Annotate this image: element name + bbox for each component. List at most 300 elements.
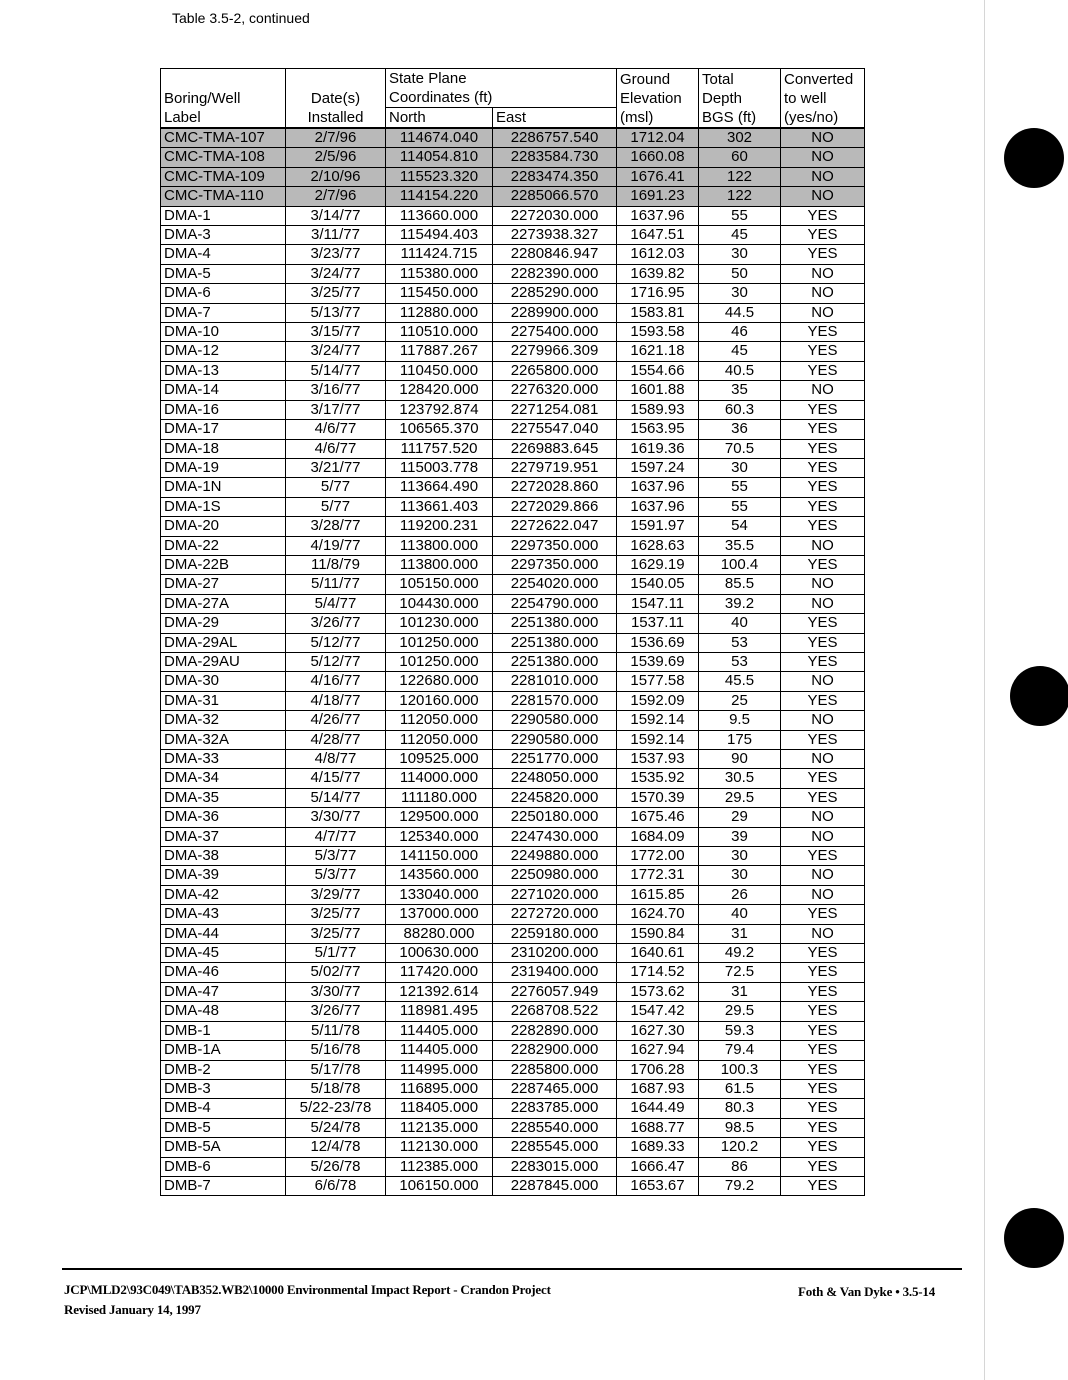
cell-north: 115003.778 (386, 458, 493, 477)
header-east: East (493, 108, 617, 129)
cell-east: 2282900.000 (493, 1041, 617, 1060)
table-row (161, 1118, 865, 1137)
table-row (161, 1041, 865, 1060)
cell-date: 3/16/77 (286, 381, 386, 400)
cell-east: 2290580.000 (493, 730, 617, 749)
cell-label: DMA-14 (161, 381, 286, 400)
cell-label: CMC-TMA-107 (161, 128, 286, 148)
cell-depth: 79.4 (699, 1041, 781, 1060)
cell-label: DMA-22 (161, 536, 286, 555)
binder-hole-middle (1010, 666, 1068, 726)
cell-elevation: 1601.88 (617, 381, 699, 400)
cell-depth: 70.5 (699, 439, 781, 458)
cell-converted: YES (781, 555, 865, 574)
cell-label: DMA-20 (161, 517, 286, 536)
cell-elevation: 1537.93 (617, 750, 699, 769)
cell-east: 2276320.000 (493, 381, 617, 400)
table-row (161, 730, 865, 749)
table-row (161, 614, 865, 633)
cell-label: DMA-34 (161, 769, 286, 788)
cell-north: 133040.000 (386, 885, 493, 904)
cell-label: DMA-27A (161, 594, 286, 613)
cell-label: DMA-29 (161, 614, 286, 633)
cell-north: 114995.000 (386, 1060, 493, 1079)
table-row (161, 594, 865, 613)
cell-date: 5/26/78 (286, 1157, 386, 1176)
cell-elevation: 1691.23 (617, 187, 699, 206)
cell-elevation: 1716.95 (617, 284, 699, 303)
cell-elevation: 1573.62 (617, 982, 699, 1001)
cell-date: 3/30/77 (286, 982, 386, 1001)
cell-converted: YES (781, 323, 865, 342)
cell-converted: YES (781, 769, 865, 788)
table-row (161, 458, 865, 477)
cell-date: 5/1/77 (286, 944, 386, 963)
cell-converted: NO (781, 575, 865, 594)
cell-date: 4/8/77 (286, 750, 386, 769)
cell-converted: NO (781, 808, 865, 827)
cell-east: 2285545.000 (493, 1138, 617, 1157)
cell-date: 3/21/77 (286, 458, 386, 477)
cell-elevation: 1590.84 (617, 924, 699, 943)
table-row (161, 226, 865, 245)
cell-elevation: 1628.63 (617, 536, 699, 555)
cell-elevation: 1644.49 (617, 1099, 699, 1118)
cell-elevation: 1540.05 (617, 575, 699, 594)
cell-north: 113661.403 (386, 497, 493, 516)
cell-label: DMB-6 (161, 1157, 286, 1176)
cell-east: 2271254.081 (493, 400, 617, 419)
cell-north: 122680.000 (386, 672, 493, 691)
cell-depth: 175 (699, 730, 781, 749)
cell-date: 5/77 (286, 478, 386, 497)
cell-label: DMB-7 (161, 1176, 286, 1195)
table-row (161, 827, 865, 846)
table-row (161, 420, 865, 439)
cell-label: DMA-12 (161, 342, 286, 361)
cell-depth: 80.3 (699, 1099, 781, 1118)
cell-date: 2/7/96 (286, 128, 386, 148)
cell-date: 3/14/77 (286, 206, 386, 225)
cell-elevation: 1688.77 (617, 1118, 699, 1137)
cell-east: 2283015.000 (493, 1157, 617, 1176)
cell-north: 113664.490 (386, 478, 493, 497)
cell-label: DMA-33 (161, 750, 286, 769)
cell-converted: YES (781, 1099, 865, 1118)
cell-north: 125340.000 (386, 827, 493, 846)
cell-converted: YES (781, 361, 865, 380)
cell-depth: 46 (699, 323, 781, 342)
cell-converted: YES (781, 788, 865, 807)
cell-converted: NO (781, 827, 865, 846)
cell-east: 2282890.000 (493, 1021, 617, 1040)
cell-north: 101250.000 (386, 652, 493, 671)
cell-date: 4/16/77 (286, 672, 386, 691)
footer-path: JCP\MLD2\93C049\TAB352.WB2\10000 (64, 1282, 284, 1297)
cell-depth: 90 (699, 750, 781, 769)
cell-depth: 122 (699, 187, 781, 206)
cell-north: 141150.000 (386, 847, 493, 866)
cell-east: 2281570.000 (493, 691, 617, 710)
header-label: Boring/Well Label (161, 69, 286, 129)
cell-label: DMA-1N (161, 478, 286, 497)
cell-date: 3/30/77 (286, 808, 386, 827)
cell-elevation: 1689.33 (617, 1138, 699, 1157)
cell-date: 3/25/77 (286, 284, 386, 303)
cell-converted: YES (781, 982, 865, 1001)
cell-converted: YES (781, 206, 865, 225)
table-row (161, 982, 865, 1001)
table-caption: Table 3.5-2, continued (172, 10, 310, 26)
cell-north: 110510.000 (386, 323, 493, 342)
cell-depth: 53 (699, 652, 781, 671)
cell-label: DMB-2 (161, 1060, 286, 1079)
cell-east: 2285066.570 (493, 187, 617, 206)
cell-east: 2272030.000 (493, 206, 617, 225)
cell-label: DMA-1S (161, 497, 286, 516)
cell-elevation: 1537.11 (617, 614, 699, 633)
cell-east: 2251380.000 (493, 633, 617, 652)
cell-elevation: 1615.85 (617, 885, 699, 904)
cell-converted: NO (781, 750, 865, 769)
header-coordinates: State Plane Coordinates (ft) (386, 69, 617, 108)
cell-elevation: 1547.42 (617, 1002, 699, 1021)
cell-depth: 54 (699, 517, 781, 536)
cell-east: 2247430.000 (493, 827, 617, 846)
cell-date: 3/24/77 (286, 342, 386, 361)
cell-east: 2297350.000 (493, 536, 617, 555)
cell-depth: 85.5 (699, 575, 781, 594)
cell-date: 5/13/77 (286, 303, 386, 322)
cell-depth: 100.4 (699, 555, 781, 574)
table-row (161, 788, 865, 807)
table-row (161, 148, 865, 167)
cell-date: 5/17/78 (286, 1060, 386, 1079)
cell-converted: YES (781, 245, 865, 264)
cell-label: DMA-19 (161, 458, 286, 477)
cell-depth: 79.2 (699, 1176, 781, 1195)
cell-label: DMB-1A (161, 1041, 286, 1060)
cell-north: 129500.000 (386, 808, 493, 827)
cell-north: 114000.000 (386, 769, 493, 788)
cell-label: DMA-36 (161, 808, 286, 827)
table-row (161, 517, 865, 536)
cell-converted: YES (781, 905, 865, 924)
cell-label: DMB-5A (161, 1138, 286, 1157)
binder-hole-top (1004, 128, 1064, 188)
cell-depth: 9.5 (699, 711, 781, 730)
cell-north: 114054.810 (386, 148, 493, 167)
cell-north: 123792.874 (386, 400, 493, 419)
cell-converted: YES (781, 652, 865, 671)
table-row (161, 1157, 865, 1176)
cell-north: 117420.000 (386, 963, 493, 982)
cell-date: 3/24/77 (286, 264, 386, 283)
cell-converted: YES (781, 944, 865, 963)
cell-elevation: 1627.30 (617, 1021, 699, 1040)
cell-elevation: 1687.93 (617, 1079, 699, 1098)
cell-date: 3/29/77 (286, 885, 386, 904)
cell-converted: YES (781, 1118, 865, 1137)
cell-north: 112050.000 (386, 730, 493, 749)
cell-elevation: 1629.19 (617, 555, 699, 574)
cell-east: 2271020.000 (493, 885, 617, 904)
cell-elevation: 1639.82 (617, 264, 699, 283)
cell-date: 3/26/77 (286, 1002, 386, 1021)
cell-north: 111180.000 (386, 788, 493, 807)
cell-date: 2/10/96 (286, 167, 386, 186)
cell-label: DMA-5 (161, 264, 286, 283)
cell-label: DMA-3 (161, 226, 286, 245)
cell-label: DMA-22B (161, 555, 286, 574)
cell-label: CMC-TMA-110 (161, 187, 286, 206)
cell-east: 2283474.350 (493, 167, 617, 186)
cell-converted: YES (781, 342, 865, 361)
cell-elevation: 1653.67 (617, 1176, 699, 1195)
cell-north: 88280.000 (386, 924, 493, 943)
cell-north: 114674.040 (386, 128, 493, 148)
cell-north: 119200.231 (386, 517, 493, 536)
cell-north: 112135.000 (386, 1118, 493, 1137)
cell-depth: 35.5 (699, 536, 781, 555)
cell-north: 143560.000 (386, 866, 493, 885)
header-elevation: Ground Elevation (msl) (617, 69, 699, 129)
cell-label: DMA-37 (161, 827, 286, 846)
cell-north: 109525.000 (386, 750, 493, 769)
cell-north: 113800.000 (386, 555, 493, 574)
cell-label: DMA-7 (161, 303, 286, 322)
table-row (161, 478, 865, 497)
table-row (161, 1002, 865, 1021)
cell-east: 2275400.000 (493, 323, 617, 342)
cell-elevation: 1535.92 (617, 769, 699, 788)
cell-converted: NO (781, 885, 865, 904)
table-row (161, 361, 865, 380)
cell-north: 111424.715 (386, 245, 493, 264)
cell-converted: YES (781, 847, 865, 866)
cell-elevation: 1539.69 (617, 652, 699, 671)
cell-label: DMA-1 (161, 206, 286, 225)
cell-east: 2272720.000 (493, 905, 617, 924)
cell-date: 5/11/77 (286, 575, 386, 594)
cell-north: 100630.000 (386, 944, 493, 963)
cell-depth: 30 (699, 245, 781, 264)
table-body (161, 128, 865, 1196)
cell-depth: 40.5 (699, 361, 781, 380)
table-row (161, 555, 865, 574)
cell-east: 2269883.645 (493, 439, 617, 458)
cell-date: 11/8/79 (286, 555, 386, 574)
cell-depth: 30 (699, 866, 781, 885)
cell-elevation: 1637.96 (617, 497, 699, 516)
table-row (161, 808, 865, 827)
cell-date: 3/11/77 (286, 226, 386, 245)
table-header (161, 69, 865, 129)
cell-elevation: 1714.52 (617, 963, 699, 982)
cell-label: DMA-29AL (161, 633, 286, 652)
cell-depth: 50 (699, 264, 781, 283)
cell-elevation: 1592.14 (617, 711, 699, 730)
cell-depth: 31 (699, 924, 781, 943)
cell-north: 106150.000 (386, 1176, 493, 1195)
cell-east: 2289900.000 (493, 303, 617, 322)
table-row (161, 1099, 865, 1118)
cell-converted: YES (781, 226, 865, 245)
cell-label: DMA-6 (161, 284, 286, 303)
cell-label: DMA-30 (161, 672, 286, 691)
cell-north: 128420.000 (386, 381, 493, 400)
table-row (161, 284, 865, 303)
cell-label: DMB-4 (161, 1099, 286, 1118)
cell-depth: 100.3 (699, 1060, 781, 1079)
cell-label: DMA-47 (161, 982, 286, 1001)
table-row (161, 206, 865, 225)
cell-elevation: 1660.08 (617, 148, 699, 167)
cell-label: DMA-18 (161, 439, 286, 458)
table-row (161, 652, 865, 671)
cell-north: 112880.000 (386, 303, 493, 322)
footer-doc-title: Environmental Impact Report - Crandon Project (286, 1282, 551, 1297)
cell-label: DMA-42 (161, 885, 286, 904)
cell-label: DMA-32A (161, 730, 286, 749)
cell-east: 2282390.000 (493, 264, 617, 283)
cell-depth: 302 (699, 128, 781, 148)
cell-north: 118405.000 (386, 1099, 493, 1118)
cell-elevation: 1536.69 (617, 633, 699, 652)
table-row (161, 944, 865, 963)
table-row (161, 245, 865, 264)
cell-converted: YES (781, 420, 865, 439)
cell-date: 5/11/78 (286, 1021, 386, 1040)
cell-date: 12/4/78 (286, 1138, 386, 1157)
cell-north: 114405.000 (386, 1021, 493, 1040)
cell-east: 2265800.000 (493, 361, 617, 380)
cell-depth: 49.2 (699, 944, 781, 963)
cell-label: DMA-32 (161, 711, 286, 730)
cell-converted: YES (781, 1079, 865, 1098)
cell-converted: YES (781, 1157, 865, 1176)
table-row (161, 536, 865, 555)
table-row (161, 633, 865, 652)
cell-label: CMC-TMA-108 (161, 148, 286, 167)
cell-east: 2273938.327 (493, 226, 617, 245)
cell-east: 2276057.949 (493, 982, 617, 1001)
cell-depth: 60 (699, 148, 781, 167)
table-row (161, 303, 865, 322)
cell-east: 2285540.000 (493, 1118, 617, 1137)
cell-converted: NO (781, 672, 865, 691)
cell-date: 5/12/77 (286, 633, 386, 652)
cell-east: 2251380.000 (493, 614, 617, 633)
cell-east: 2254790.000 (493, 594, 617, 613)
cell-depth: 40 (699, 614, 781, 633)
cell-converted: NO (781, 264, 865, 283)
cell-depth: 45 (699, 342, 781, 361)
cell-converted: NO (781, 536, 865, 555)
cell-converted: YES (781, 1002, 865, 1021)
header-depth: Total Depth BGS (ft) (699, 69, 781, 129)
header-north: North (386, 108, 493, 129)
cell-date: 3/15/77 (286, 323, 386, 342)
cell-east: 2290580.000 (493, 711, 617, 730)
cell-label: DMB-1 (161, 1021, 286, 1040)
cell-east: 2250180.000 (493, 808, 617, 827)
cell-elevation: 1640.61 (617, 944, 699, 963)
cell-date: 5/4/77 (286, 594, 386, 613)
header-dates: Date(s) Installed (286, 69, 386, 129)
cell-date: 5/12/77 (286, 652, 386, 671)
cell-elevation: 1637.96 (617, 478, 699, 497)
table-row (161, 264, 865, 283)
cell-elevation: 1570.39 (617, 788, 699, 807)
cell-depth: 55 (699, 478, 781, 497)
cell-depth: 44.5 (699, 303, 781, 322)
cell-elevation: 1772.31 (617, 866, 699, 885)
cell-label: DMB-5 (161, 1118, 286, 1137)
cell-north: 101250.000 (386, 633, 493, 652)
cell-elevation: 1712.04 (617, 128, 699, 148)
cell-depth: 39.2 (699, 594, 781, 613)
cell-north: 114154.220 (386, 187, 493, 206)
cell-north: 121392.614 (386, 982, 493, 1001)
table-row (161, 924, 865, 943)
cell-label: DMB-3 (161, 1079, 286, 1098)
cell-depth: 59.3 (699, 1021, 781, 1040)
cell-label: DMA-4 (161, 245, 286, 264)
cell-elevation: 1676.41 (617, 167, 699, 186)
cell-label: DMA-46 (161, 963, 286, 982)
cell-label: CMC-TMA-109 (161, 167, 286, 186)
cell-east: 2319400.000 (493, 963, 617, 982)
cell-date: 5/22-23/78 (286, 1099, 386, 1118)
cell-label: DMA-38 (161, 847, 286, 866)
cell-north: 113800.000 (386, 536, 493, 555)
table-row (161, 750, 865, 769)
cell-depth: 60.3 (699, 400, 781, 419)
cell-depth: 98.5 (699, 1118, 781, 1137)
cell-date: 4/7/77 (286, 827, 386, 846)
cell-date: 5/77 (286, 497, 386, 516)
cell-east: 2251770.000 (493, 750, 617, 769)
table-row (161, 167, 865, 186)
cell-elevation: 1589.93 (617, 400, 699, 419)
cell-east: 2272028.860 (493, 478, 617, 497)
cell-east: 2268708.522 (493, 1002, 617, 1021)
cell-east: 2248050.000 (493, 769, 617, 788)
footer-firm-page: Foth & Van Dyke • 3.5-14 (798, 1284, 935, 1299)
cell-converted: NO (781, 866, 865, 885)
cell-elevation: 1577.58 (617, 672, 699, 691)
cell-east: 2310200.000 (493, 944, 617, 963)
cell-east: 2285800.000 (493, 1060, 617, 1079)
cell-depth: 31 (699, 982, 781, 1001)
cell-north: 115494.403 (386, 226, 493, 245)
cell-converted: YES (781, 1138, 865, 1157)
cell-north: 110450.000 (386, 361, 493, 380)
cell-north: 112050.000 (386, 711, 493, 730)
cell-date: 5/3/77 (286, 866, 386, 885)
cell-elevation: 1637.96 (617, 206, 699, 225)
cell-east: 2275547.040 (493, 420, 617, 439)
cell-north: 114405.000 (386, 1041, 493, 1060)
cell-elevation: 1706.28 (617, 1060, 699, 1079)
cell-date: 3/26/77 (286, 614, 386, 633)
cell-converted: YES (781, 963, 865, 982)
cell-converted: YES (781, 1021, 865, 1040)
cell-elevation: 1592.14 (617, 730, 699, 749)
cell-date: 2/7/96 (286, 187, 386, 206)
cell-east: 2283584.730 (493, 148, 617, 167)
